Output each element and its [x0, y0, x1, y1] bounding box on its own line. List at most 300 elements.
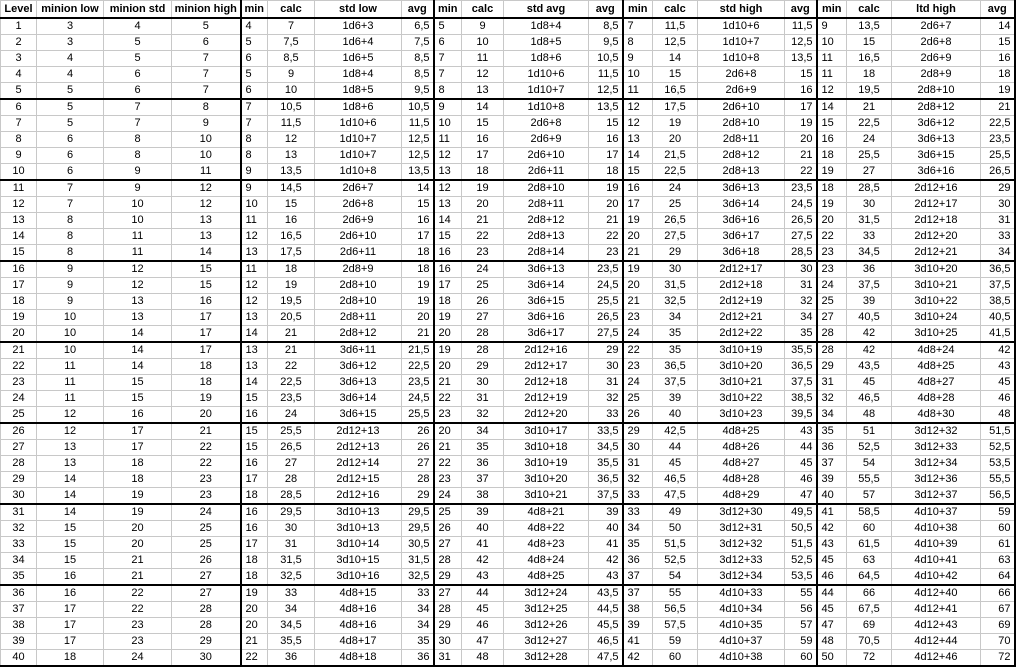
- cell-std-low-avg: 7,5: [402, 35, 434, 51]
- cell-ltd-high-avg: 70: [981, 634, 1015, 650]
- header-std-avg-calc: calc: [462, 1, 504, 19]
- cell-ltd-high-avg: 64: [981, 569, 1015, 586]
- cell-ltd-high: 2d12+16: [892, 180, 981, 197]
- cell-level: 8: [1, 132, 37, 148]
- cell-minion-high: 22: [172, 440, 241, 456]
- cell-std-high-min: 11: [623, 83, 653, 100]
- cell-std-avg: 2d6+10: [504, 148, 589, 164]
- cell-std-avg-avg: 13,5: [589, 99, 623, 116]
- cell-std-high-calc: 52,5: [653, 553, 698, 569]
- cell-std-high-calc: 39: [653, 391, 698, 407]
- cell-std-high-calc: 60: [653, 650, 698, 667]
- cell-std-high: 3d10+23: [698, 407, 785, 424]
- cell-minion-std: 7: [104, 116, 172, 132]
- table-row: [1, 148, 1015, 164]
- cell-std-avg-min: 23: [434, 407, 462, 424]
- cell-minion-std: 15: [104, 391, 172, 407]
- cell-ltd-high-calc: 67,5: [847, 602, 892, 618]
- cell-ltd-high-calc: 52,5: [847, 440, 892, 456]
- cell-std-avg-avg: 16: [589, 132, 623, 148]
- cell-std-avg-min: 28: [434, 602, 462, 618]
- cell-std-low: 1d6+4: [315, 35, 402, 51]
- cell-std-low: 2d12+13: [315, 440, 402, 456]
- cell-std-avg-avg: 29: [589, 342, 623, 359]
- cell-std-low-calc: 21: [268, 342, 315, 359]
- cell-level: 13: [1, 213, 37, 229]
- cell-std-low: 3d6+15: [315, 407, 402, 424]
- cell-std-avg: 4d8+21: [504, 504, 589, 521]
- cell-minion-low: 10: [37, 342, 104, 359]
- cell-ltd-high: 2d12+20: [892, 229, 981, 245]
- cell-minion-low: 12: [37, 407, 104, 424]
- cell-minion-high: 28: [172, 618, 241, 634]
- cell-std-high-min: 30: [623, 440, 653, 456]
- cell-minion-high: 22: [172, 456, 241, 472]
- cell-std-low-calc: 13: [268, 148, 315, 164]
- cell-ltd-high-avg: 30: [981, 197, 1015, 213]
- cell-std-avg: 2d6+8: [504, 116, 589, 132]
- cell-std-avg: 3d10+18: [504, 440, 589, 456]
- cell-std-avg: 4d8+24: [504, 553, 589, 569]
- cell-std-high-calc: 51,5: [653, 537, 698, 553]
- header-std-high-calc: calc: [653, 1, 698, 19]
- cell-std-low: 3d10+16: [315, 569, 402, 586]
- cell-level: 36: [1, 585, 37, 602]
- cell-std-low: 1d8+6: [315, 99, 402, 116]
- cell-std-low-avg: 8,5: [402, 67, 434, 83]
- cell-std-low-avg: 23,5: [402, 375, 434, 391]
- table-row: [1, 359, 1015, 375]
- cell-std-low: 2d12+15: [315, 472, 402, 488]
- cell-minion-low: 4: [37, 67, 104, 83]
- cell-minion-low: 14: [37, 488, 104, 505]
- cell-minion-high: 24: [172, 504, 241, 521]
- cell-std-high-avg: 47: [785, 488, 817, 505]
- cell-std-low: 2d6+9: [315, 213, 402, 229]
- cell-level: 17: [1, 278, 37, 294]
- cell-std-avg-min: 12: [434, 180, 462, 197]
- cell-std-high-avg: 50,5: [785, 521, 817, 537]
- cell-minion-high: 8: [172, 99, 241, 116]
- cell-ltd-high-calc: 55,5: [847, 472, 892, 488]
- cell-ltd-high-calc: 24: [847, 132, 892, 148]
- cell-std-high-avg: 38,5: [785, 391, 817, 407]
- cell-ltd-high-avg: 16: [981, 51, 1015, 67]
- cell-std-high-avg: 36,5: [785, 359, 817, 375]
- cell-std-low-min: 15: [241, 440, 268, 456]
- cell-ltd-high-min: 28: [817, 326, 847, 343]
- cell-std-high: 1d10+8: [698, 51, 785, 67]
- table-row: [1, 164, 1015, 181]
- cell-std-avg-avg: 22: [589, 229, 623, 245]
- cell-std-avg-min: 10: [434, 116, 462, 132]
- cell-std-low-avg: 13,5: [402, 164, 434, 181]
- cell-minion-high: 12: [172, 180, 241, 197]
- cell-std-low-calc: 7: [268, 18, 315, 35]
- cell-level: 20: [1, 326, 37, 343]
- cell-std-high-calc: 11,5: [653, 18, 698, 35]
- cell-std-high-min: 15: [623, 164, 653, 181]
- cell-ltd-high-min: 39: [817, 472, 847, 488]
- cell-std-high-avg: 51,5: [785, 537, 817, 553]
- cell-minion-high: 19: [172, 391, 241, 407]
- cell-std-avg: 3d6+16: [504, 310, 589, 326]
- cell-std-avg: 2d12+17: [504, 359, 589, 375]
- header-std-high-min: min: [623, 1, 653, 19]
- cell-std-avg-avg: 27,5: [589, 326, 623, 343]
- cell-std-high-avg: 17: [785, 99, 817, 116]
- cell-level: 6: [1, 99, 37, 116]
- cell-ltd-high-min: 22: [817, 229, 847, 245]
- cell-level: 31: [1, 504, 37, 521]
- table-row: [1, 407, 1015, 424]
- cell-level: 28: [1, 456, 37, 472]
- cell-std-avg: 3d12+27: [504, 634, 589, 650]
- cell-std-avg-calc: 28: [462, 342, 504, 359]
- cell-ltd-high-avg: 43: [981, 359, 1015, 375]
- cell-ltd-high-avg: 51,5: [981, 423, 1015, 440]
- cell-ltd-high: 3d10+25: [892, 326, 981, 343]
- cell-level: 18: [1, 294, 37, 310]
- cell-std-low-min: 5: [241, 67, 268, 83]
- cell-std-high: 4d8+29: [698, 488, 785, 505]
- cell-std-high-calc: 50: [653, 521, 698, 537]
- cell-std-avg-min: 18: [434, 294, 462, 310]
- cell-std-low-avg: 27: [402, 456, 434, 472]
- cell-std-avg: 2d12+16: [504, 342, 589, 359]
- cell-std-low-avg: 30,5: [402, 537, 434, 553]
- cell-level: 22: [1, 359, 37, 375]
- table-row: [1, 294, 1015, 310]
- cell-std-low-min: 13: [241, 359, 268, 375]
- cell-std-high-avg: 55: [785, 585, 817, 602]
- cell-std-avg-min: 11: [434, 132, 462, 148]
- cell-minion-high: 23: [172, 472, 241, 488]
- cell-ltd-high-min: 19: [817, 197, 847, 213]
- cell-minion-low: 3: [37, 18, 104, 35]
- cell-std-high-min: 38: [623, 602, 653, 618]
- cell-minion-low: 16: [37, 569, 104, 586]
- cell-ltd-high-calc: 31,5: [847, 213, 892, 229]
- cell-minion-std: 24: [104, 650, 172, 667]
- cell-level: 35: [1, 569, 37, 586]
- table-row: [1, 569, 1015, 586]
- cell-std-avg-calc: 37: [462, 472, 504, 488]
- cell-minion-std: 14: [104, 359, 172, 375]
- cell-std-high-avg: 31: [785, 278, 817, 294]
- cell-std-low-avg: 29: [402, 488, 434, 505]
- cell-std-avg-avg: 34,5: [589, 440, 623, 456]
- cell-std-low-avg: 19: [402, 278, 434, 294]
- cell-std-low-avg: 32,5: [402, 569, 434, 586]
- header-minion-high: minion high: [172, 1, 241, 19]
- cell-minion-high: 9: [172, 116, 241, 132]
- cell-std-high-calc: 20: [653, 132, 698, 148]
- cell-minion-high: 25: [172, 537, 241, 553]
- cell-minion-std: 22: [104, 585, 172, 602]
- cell-ltd-high-calc: 45: [847, 375, 892, 391]
- cell-std-avg-calc: 44: [462, 585, 504, 602]
- cell-std-avg-min: 14: [434, 213, 462, 229]
- cell-std-high-calc: 27,5: [653, 229, 698, 245]
- cell-ltd-high-min: 43: [817, 537, 847, 553]
- cell-ltd-high-min: 40: [817, 488, 847, 505]
- cell-std-low: 3d10+13: [315, 504, 402, 521]
- cell-ltd-high-calc: 13,5: [847, 18, 892, 35]
- cell-std-avg-min: 24: [434, 488, 462, 505]
- cell-ltd-high-avg: 67: [981, 602, 1015, 618]
- cell-std-avg-calc: 31: [462, 391, 504, 407]
- cell-level: 19: [1, 310, 37, 326]
- cell-level: 37: [1, 602, 37, 618]
- cell-std-high-avg: 30: [785, 261, 817, 278]
- cell-ltd-high-avg: 40,5: [981, 310, 1015, 326]
- cell-std-avg-calc: 24: [462, 261, 504, 278]
- cell-std-low-avg: 24,5: [402, 391, 434, 407]
- cell-ltd-high-min: 9: [817, 18, 847, 35]
- cell-ltd-high-min: 44: [817, 585, 847, 602]
- cell-minion-std: 10: [104, 213, 172, 229]
- cell-ltd-high-avg: 69: [981, 618, 1015, 634]
- cell-minion-std: 19: [104, 488, 172, 505]
- cell-std-high-calc: 30: [653, 261, 698, 278]
- cell-ltd-high: 3d12+33: [892, 440, 981, 456]
- cell-std-high-calc: 32,5: [653, 294, 698, 310]
- cell-std-low-calc: 10: [268, 83, 315, 100]
- cell-ltd-high-calc: 60: [847, 521, 892, 537]
- cell-level: 15: [1, 245, 37, 262]
- cell-std-low-min: 16: [241, 504, 268, 521]
- cell-std-high-min: 10: [623, 67, 653, 83]
- table-row: [1, 650, 1015, 667]
- cell-minion-high: 7: [172, 83, 241, 100]
- cell-std-low-calc: 34,5: [268, 618, 315, 634]
- cell-std-high-min: 21: [623, 245, 653, 262]
- cell-minion-high: 27: [172, 569, 241, 586]
- cell-std-avg-avg: 11,5: [589, 67, 623, 83]
- cell-ltd-high-min: 45: [817, 602, 847, 618]
- cell-std-high-calc: 55: [653, 585, 698, 602]
- cell-std-high: 2d8+10: [698, 116, 785, 132]
- cell-minion-std: 5: [104, 35, 172, 51]
- cell-minion-high: 6: [172, 35, 241, 51]
- cell-minion-high: 20: [172, 407, 241, 424]
- cell-std-avg-avg: 30: [589, 359, 623, 375]
- cell-std-high-min: 24: [623, 375, 653, 391]
- cell-std-avg-calc: 30: [462, 375, 504, 391]
- cell-std-low-min: 15: [241, 391, 268, 407]
- header-ltd-high-min: min: [817, 1, 847, 19]
- cell-std-high: 2d12+21: [698, 310, 785, 326]
- cell-std-avg-min: 12: [434, 148, 462, 164]
- cell-ltd-high: 4d8+27: [892, 375, 981, 391]
- table-body: [1, 18, 1015, 666]
- cell-std-high-min: 35: [623, 537, 653, 553]
- cell-minion-high: 28: [172, 602, 241, 618]
- cell-std-avg-calc: 47: [462, 634, 504, 650]
- cell-ltd-high-calc: 63: [847, 553, 892, 569]
- cell-std-low-avg: 6,5: [402, 18, 434, 35]
- cell-std-low-avg: 14: [402, 180, 434, 197]
- cell-ltd-high-avg: 33: [981, 229, 1015, 245]
- cell-minion-low: 11: [37, 359, 104, 375]
- cell-ltd-high-avg: 14: [981, 18, 1015, 35]
- cell-std-low-calc: 30: [268, 521, 315, 537]
- cell-minion-low: 6: [37, 132, 104, 148]
- cell-std-low-avg: 17: [402, 229, 434, 245]
- cell-std-high-min: 42: [623, 650, 653, 667]
- cell-std-low: 3d10+15: [315, 553, 402, 569]
- cell-minion-low: 5: [37, 99, 104, 116]
- cell-std-avg-min: 20: [434, 359, 462, 375]
- cell-std-avg-calc: 45: [462, 602, 504, 618]
- table-row: [1, 310, 1015, 326]
- cell-level: 29: [1, 472, 37, 488]
- cell-std-avg-min: 13: [434, 197, 462, 213]
- cell-ltd-high-calc: 51: [847, 423, 892, 440]
- cell-std-low-avg: 22,5: [402, 359, 434, 375]
- cell-std-high-avg: 24,5: [785, 197, 817, 213]
- cell-std-high-avg: 46: [785, 472, 817, 488]
- cell-std-low-min: 6: [241, 83, 268, 100]
- cell-std-avg-calc: 27: [462, 310, 504, 326]
- cell-std-low: 2d8+12: [315, 326, 402, 343]
- cell-ltd-high-min: 18: [817, 180, 847, 197]
- cell-std-avg: 3d12+25: [504, 602, 589, 618]
- cell-std-low-avg: 20: [402, 310, 434, 326]
- cell-std-avg: 1d10+8: [504, 99, 589, 116]
- cell-std-high-avg: 12,5: [785, 35, 817, 51]
- cell-std-avg-calc: 46: [462, 618, 504, 634]
- cell-std-avg: 3d10+19: [504, 456, 589, 472]
- cell-std-high-calc: 42,5: [653, 423, 698, 440]
- cell-std-high-calc: 31,5: [653, 278, 698, 294]
- cell-std-low-calc: 20,5: [268, 310, 315, 326]
- table-row: [1, 326, 1015, 343]
- cell-level: 12: [1, 197, 37, 213]
- cell-ltd-high-calc: 37,5: [847, 278, 892, 294]
- cell-std-avg: 3d6+14: [504, 278, 589, 294]
- cell-level: 30: [1, 488, 37, 505]
- cell-ltd-high: 4d10+37: [892, 504, 981, 521]
- cell-std-high: 2d8+13: [698, 164, 785, 181]
- cell-std-high-avg: 60: [785, 650, 817, 667]
- cell-std-high-avg: 16: [785, 83, 817, 100]
- cell-std-avg-avg: 33,5: [589, 423, 623, 440]
- cell-ltd-high-min: 15: [817, 116, 847, 132]
- cell-ltd-high-avg: 63: [981, 553, 1015, 569]
- cell-std-low-min: 12: [241, 278, 268, 294]
- cell-std-avg-min: 5: [434, 18, 462, 35]
- table-row: [1, 229, 1015, 245]
- table-row: [1, 67, 1015, 83]
- cell-std-high-calc: 29: [653, 245, 698, 262]
- cell-std-low-avg: 16: [402, 213, 434, 229]
- cell-std-avg-calc: 48: [462, 650, 504, 667]
- cell-std-avg-calc: 10: [462, 35, 504, 51]
- cell-std-high: 4d8+28: [698, 472, 785, 488]
- cell-std-low-avg: 15: [402, 197, 434, 213]
- cell-ltd-high: 2d12+18: [892, 213, 981, 229]
- cell-level: 34: [1, 553, 37, 569]
- cell-minion-std: 23: [104, 618, 172, 634]
- cell-std-high-min: 21: [623, 294, 653, 310]
- cell-std-high-min: 37: [623, 585, 653, 602]
- cell-std-low-calc: 14,5: [268, 180, 315, 197]
- cell-minion-high: 30: [172, 650, 241, 667]
- cell-std-avg-min: 13: [434, 164, 462, 181]
- cell-level: 25: [1, 407, 37, 424]
- header-std-low-min: min: [241, 1, 268, 19]
- cell-ltd-high-min: 11: [817, 67, 847, 83]
- cell-minion-std: 8: [104, 148, 172, 164]
- cell-std-high: 3d6+17: [698, 229, 785, 245]
- table-row: [1, 35, 1015, 51]
- cell-std-high-min: 24: [623, 326, 653, 343]
- cell-std-high-avg: 21: [785, 148, 817, 164]
- cell-std-low: 4d8+17: [315, 634, 402, 650]
- cell-ltd-high: 4d10+42: [892, 569, 981, 586]
- cell-minion-high: 15: [172, 278, 241, 294]
- cell-std-avg-calc: 35: [462, 440, 504, 456]
- cell-std-avg: 3d6+13: [504, 261, 589, 278]
- cell-level: 1: [1, 18, 37, 35]
- cell-std-high: 4d10+38: [698, 650, 785, 667]
- cell-ltd-high-calc: 33: [847, 229, 892, 245]
- cell-std-avg-avg: 35,5: [589, 456, 623, 472]
- cell-ltd-high: 3d10+21: [892, 278, 981, 294]
- cell-ltd-high: 3d12+37: [892, 488, 981, 505]
- cell-std-avg-calc: 25: [462, 278, 504, 294]
- cell-std-low-calc: 29,5: [268, 504, 315, 521]
- cell-minion-high: 11: [172, 164, 241, 181]
- cell-ltd-high-calc: 30: [847, 197, 892, 213]
- cell-std-low-calc: 23,5: [268, 391, 315, 407]
- cell-ltd-high: 2d6+9: [892, 51, 981, 67]
- cell-ltd-high-avg: 34: [981, 245, 1015, 262]
- cell-minion-low: 18: [37, 650, 104, 667]
- cell-ltd-high-min: 20: [817, 213, 847, 229]
- cell-std-avg: 1d8+5: [504, 35, 589, 51]
- cell-minion-std: 5: [104, 51, 172, 67]
- cell-std-low-avg: 21: [402, 326, 434, 343]
- cell-std-low-avg: 12,5: [402, 148, 434, 164]
- cell-std-high-calc: 40: [653, 407, 698, 424]
- header-std-high: std high: [698, 1, 785, 19]
- cell-level: 2: [1, 35, 37, 51]
- table-row: [1, 116, 1015, 132]
- cell-ltd-high-avg: 15: [981, 35, 1015, 51]
- cell-std-low: 2d8+10: [315, 278, 402, 294]
- cell-level: 4: [1, 67, 37, 83]
- cell-level: 27: [1, 440, 37, 456]
- cell-std-low-calc: 36: [268, 650, 315, 667]
- cell-std-low-calc: 32,5: [268, 569, 315, 586]
- cell-std-low-calc: 18: [268, 261, 315, 278]
- cell-std-high-avg: 49,5: [785, 504, 817, 521]
- cell-std-high: 3d10+20: [698, 359, 785, 375]
- cell-std-high-min: 20: [623, 278, 653, 294]
- cell-ltd-high-avg: 56,5: [981, 488, 1015, 505]
- header-std-avg-min: min: [434, 1, 462, 19]
- cell-std-avg-min: 28: [434, 553, 462, 569]
- cell-ltd-high-calc: 27: [847, 164, 892, 181]
- cell-level: 24: [1, 391, 37, 407]
- cell-ltd-high: 4d10+38: [892, 521, 981, 537]
- cell-std-low: 2d6+10: [315, 229, 402, 245]
- cell-std-avg-min: 27: [434, 585, 462, 602]
- cell-std-high-avg: 28,5: [785, 245, 817, 262]
